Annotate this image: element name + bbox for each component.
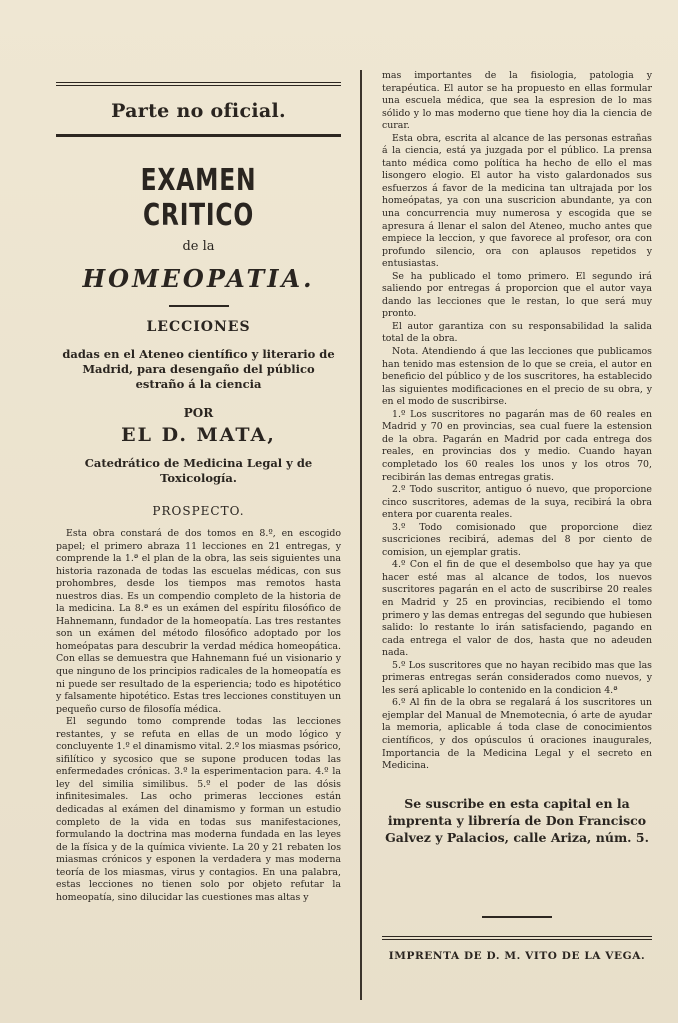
author-name: EL D. MATA, [121,424,276,446]
right-paragraph: Nota. Atendiendo á que las lecciones que publicamos han tenido mas estension de lo que se creia, el autor en beneficio del público y de los suscritores, ha establecido las siguientes modificaciones en el precio de su obra, y en el modo de suscribirse. [382,346,652,408]
left-column [56,70,341,904]
lecciones-description: dadas en el Ateneo científico y literario de Madrid, para desengaño del público estraño á la ciencia [62,347,335,391]
right-paragraph: Se ha publicado el tomo primero. El segundo irá saliendo por entregas á proporcion que el autor vaya dando las lecciones que le restan, lo que será muy pronto. [382,270,652,320]
author-title: Catedrático de Medicina Legal y de Toxicología. [84,456,313,485]
right-paragraph: 6.º Al fin de la obra se regalará á los suscritores un ejemplar del Manual de Mnemotecnia, ó arte de ayudar la memoria, aplicable á toda clase de conocimientos científicos, y dos opúsculos ú oraciones inaugurales, Importancia de la Medicina Legal y el secreto en Medicina. [382,697,652,772]
left-paragraph: Esta obra constará de dos tomos en 8.º, en escogido papel; el primero abraza 11 lecciones en 21 entregas, y comprende la 1.ª el plan de la obra, las seis siguientes una historia razonada de todas las escuelas médicas, con sus prohombres, desde los tiempos mas remotos hasta nuestros dias. Es un compendio completo de la historia de la medicina. La 8.ª es un exámen del espíritu filosófico de Hahnemann, fundador de la homeopatía. Las tres restantes son un exámen del método filosófico adoptado por los homeópatas para descubrir la verdad médica homeopática. Con ellas se demuestra que Hahnemann fué un visionario y que ninguno de los principios radicales de la homeopatía es ni puede ser resultado de la esperiencia; todo es hipotético y falsamente hipotético. Estas tres lecciones constituyen un pequeño curso de filosofía médica. [56,528,341,715]
top-rule [56,82,341,86]
prospecto-heading: PROSPECTO. [152,504,245,518]
right-paragraph: 2.º Todo suscritor, antiguo ó nuevo, que proporcione cinco suscritores, ademas de la suya, recibirá la obra entera por cuarenta reales. [382,484,652,521]
right-paragraph: 5.º Los suscritores que no hayan recibido mas que las primeras entregas serán considerados como nuevos, y les será aplicable lo contenido en la condicion 4.ª [382,659,652,696]
por-label: POR [183,406,214,420]
masthead-title: EXAMEN CRITICO [140,163,257,233]
masthead-connector: de la [182,239,215,254]
column-divider [360,70,362,1000]
printer-imprint: IMPRENTA DE D. M. VITO DE LA VEGA. [388,950,646,962]
masthead-rule [169,305,229,307]
right-paragraph: 4.º Con el fin de que el desembolso que hay ya que hacer esté mas al alcance de todos, los nuevos suscritores pagarán en el acto de suscribirse 20 reales en Madrid y 25 en provincias, recibiendo el tomo primero y las demas entregas del segundo que hubiesen salido: lo restante lo irán satisfaciendo, pagando en cada entrega el valor de dos, hasta que no adeuden nada. [382,559,652,659]
footer-rule [382,936,652,940]
right-paragraph: 3.º Todo comisionado que proporcione diez suscriciones recibirá, ademas del 8 por ciento de comision, un ejemplar gratis. [382,521,652,558]
left-paragraph: El segundo tomo comprende todas las lecciones restantes, y se refuta en ellas de un modo lógico y concluyente 1.º el dinamismo vital. 2.º los miasmas psórico, sifilítico y sycosico que se supone producen todas las enfermedades crónicas. 3.º la esperimentacion para. 4.º la ley del similia similibus. 5.º el poder de las dósis infinitesimales. Las ocho primeras lecciones están dedicadas al exámen del dinamismo y forman un estudio completo de la vida en todas sus manifestaciones, formulando la doctrina mas moderna fundada en las leyes de la física y de la química viviente. La 20 y 21 rebaten los miasmas crónicos y esponen la verdadera y mas moderna teoría de los miasmas, virus y contagios. En una palabra, estas lecciones no tienen solo por objeto refutar la homeopatía, sino dilucidar las cuestiones mas altas y [56,716,341,903]
right-paragraph: 1.º Los suscritores no pagarán mas de 60 reales en Madrid y 70 en provincias, sea cual fuere la estension de la obra. Pagarán en Madrid por cada entrega dos reales, en provincias dos y medio. Cuando hayan completado los 60 reales los unos y los otros 70, recibirán las demas entregas gratis. [382,408,652,483]
right-column [382,70,652,860]
masthead-subject: HOMEOPATIA. [82,264,315,293]
footer-short-rule [482,916,552,918]
right-paragraph: El autor garantiza con su responsabilidad la salida total de la obra. [382,320,652,345]
right-paragraph: Esta obra, escrita al alcance de las personas estrañas á la ciencia, está ya juzgada por el público. La prensa tanto médica como política ha hecho de ello el mas lisongero elogio. El autor ha visto galardonados sus esfuerzos á favor de la medicina tan ultrajada por los homeópatas, ya con una suscricion abundante, ya con una concurrencia muy numerosa y escogida que se apresura á llenar el salon del Ateneo, mucho antes que empiece la leccion, y que favorece al profesor, ora con profundo silencio, ora con aplausos repetidos y entusiastas. [382,132,652,270]
imprint-footer [382,916,652,962]
right-paragraph: mas importantes de la fisiologia, patologia y terapéutica. El autor se ha propuesto en ellas formular una escuela médica, que sea la espresion de lo mas sólido y lo mas moderno que tiene hoy dia la ciencia de curar. [382,70,652,132]
lecciones-heading: LECCIONES [146,319,251,335]
section-heading: Parte no oficial. [111,100,286,122]
heading-rule [56,134,341,137]
subscription-notice: Se suscribe en esta capital en la imprenta y librería de Don Francisco Galvez y Palacios, calle Ariza, núm. 5. [385,795,649,845]
